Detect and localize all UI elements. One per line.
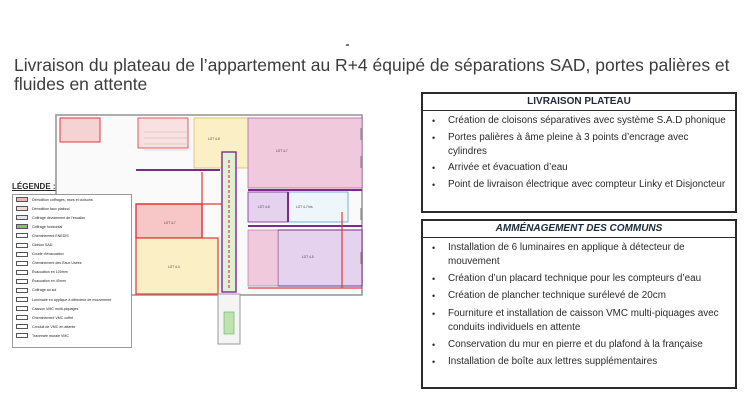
list-item: • Fourniture et installation de caisson VMC multi-piquages avec conduits individuels en attente [432, 307, 719, 333]
plan-label: LOT 4-7 [276, 149, 288, 153]
list-item: • Installation de boîte aux lettres supplémentaires [432, 355, 658, 367]
bullet-icon: • [432, 308, 436, 319]
legend-item [13, 259, 131, 268]
plan-label: LOT 4-5 [302, 255, 314, 259]
bullet-icon: • [432, 339, 436, 350]
legend-item [13, 331, 131, 340]
legend-item [13, 295, 131, 304]
delivery-list [423, 111, 735, 192]
bullet-icon: • [432, 116, 436, 126]
list-item: • Installation de 6 luminaires en applique à détecteur de mouvement [432, 242, 685, 267]
slide-marker [346, 44, 349, 46]
lot-4-7-right-zone [248, 118, 362, 188]
legend-item [13, 195, 131, 204]
delivery-panel-heading: LIVRAISON PLATEAU [423, 94, 735, 111]
legend-label: Cheminement des Eaux Usées [32, 261, 82, 266]
legend-title: LÉGENDE : [12, 182, 56, 191]
legend-label: Démolition coffrages, murs et cloisons [32, 197, 93, 202]
legend-swatch [16, 243, 28, 248]
legend-item [13, 304, 131, 313]
lot-4-5-zone [278, 230, 362, 286]
list-item: • Création de cloisons séparatives avec système S.A.D phonique [432, 115, 726, 126]
legend-label: Coffrage au sol [32, 288, 57, 293]
bullet-icon: • [432, 132, 436, 143]
legend-swatch [16, 197, 28, 202]
legend-label: Caisson VMC multi-piquages [32, 306, 79, 311]
commons-list [423, 238, 735, 369]
legend-label: Coffrage dévoiement de l'escalier [32, 215, 86, 220]
commons-panel-heading: AMMÉNAGEMENT DES COMMUNS [423, 221, 735, 238]
legend-item [13, 231, 131, 240]
delivery-panel [421, 92, 737, 213]
commons-panel [421, 219, 737, 389]
list-item: • Point de livraison électrique avec compteur Linky et Disjoncteur [432, 178, 726, 190]
annex-green [224, 312, 234, 334]
plan-label: LOT 4-6 [258, 205, 270, 209]
legend-swatch [16, 206, 28, 211]
legend-swatch [16, 215, 28, 220]
list-item: • Conservation du mur en pierre et du plafond à la française [432, 338, 703, 350]
legend-label: Coffrage horizontal [32, 224, 63, 229]
plan-label: LOT 4-7 [164, 221, 176, 225]
legend-label: Conduit de VMC en attente [32, 324, 76, 329]
legend-item [13, 313, 131, 322]
plan-label: LOT 4-4 [168, 265, 180, 269]
bullet-icon: • [432, 179, 436, 190]
bullet-icon: • [432, 163, 436, 173]
legend-item [13, 250, 131, 259]
legend-swatch [16, 233, 28, 238]
legend-swatch [16, 261, 28, 266]
bullet-icon: • [432, 274, 436, 285]
legend-swatch [16, 333, 28, 338]
demolition-zone-top-mid [138, 118, 188, 148]
legend-swatch [16, 279, 28, 284]
legend-item [13, 268, 131, 277]
legend-label: Coude d'évacuation [32, 252, 64, 257]
legend-swatch [16, 306, 28, 311]
bullet-icon: • [432, 291, 436, 302]
demolition-zone-top-left [60, 118, 100, 142]
legend-label: Cheminement VMC coffré [32, 315, 74, 320]
legend-label: Traversée murale VMC [32, 333, 70, 338]
legend-item [13, 204, 131, 213]
legend-swatch [16, 270, 28, 275]
list-item: • Portes palières à âme pleine à 3 points d’encrage avec cylindres [432, 131, 689, 157]
plan-label: LOT 4-8 [208, 137, 220, 141]
slide-title: Livraison du plateau de l’appartement au R+4 équipé de séparations SAD, portes palières et fluides en attente [14, 55, 730, 94]
plan-label: LOT 4-7 bis [296, 205, 313, 209]
legend-item [13, 277, 131, 286]
legend-item [13, 222, 131, 231]
legend-swatch [16, 324, 28, 329]
legend-rows [13, 195, 131, 341]
legend-label: Luminaire en applique à détecteur de mouvement [32, 297, 112, 302]
top-whitespace [0, 0, 750, 30]
bullet-icon: • [432, 356, 436, 367]
legend-label: Cheminement ENEDIS [32, 233, 69, 238]
legend-item [13, 213, 131, 222]
legend-item [13, 322, 131, 331]
legend-label: Évacuation en 40mm [32, 279, 66, 284]
bullet-icon: • [432, 243, 436, 253]
list-item: • Création d’un placard technique pour les compteurs d’eau [432, 273, 702, 285]
legend-swatch [16, 297, 28, 302]
legend-swatch [16, 315, 28, 320]
list-item: • Arrivée et évacuation d’eau [432, 162, 568, 173]
legend [12, 194, 132, 348]
legend-label: Évacuation en 100mm [32, 270, 68, 275]
legend-swatch [16, 252, 28, 257]
legend-swatch [16, 224, 28, 229]
legend-label: Démolition faux plafond [32, 206, 70, 211]
legend-item [13, 240, 131, 249]
legend-swatch [16, 288, 28, 293]
legend-item [13, 286, 131, 295]
legend-label: Cloison SAD [32, 243, 53, 248]
lot-4-5-hatched [248, 230, 278, 286]
list-item: • Création de plancher technique surélevé de 20cm [432, 290, 666, 302]
